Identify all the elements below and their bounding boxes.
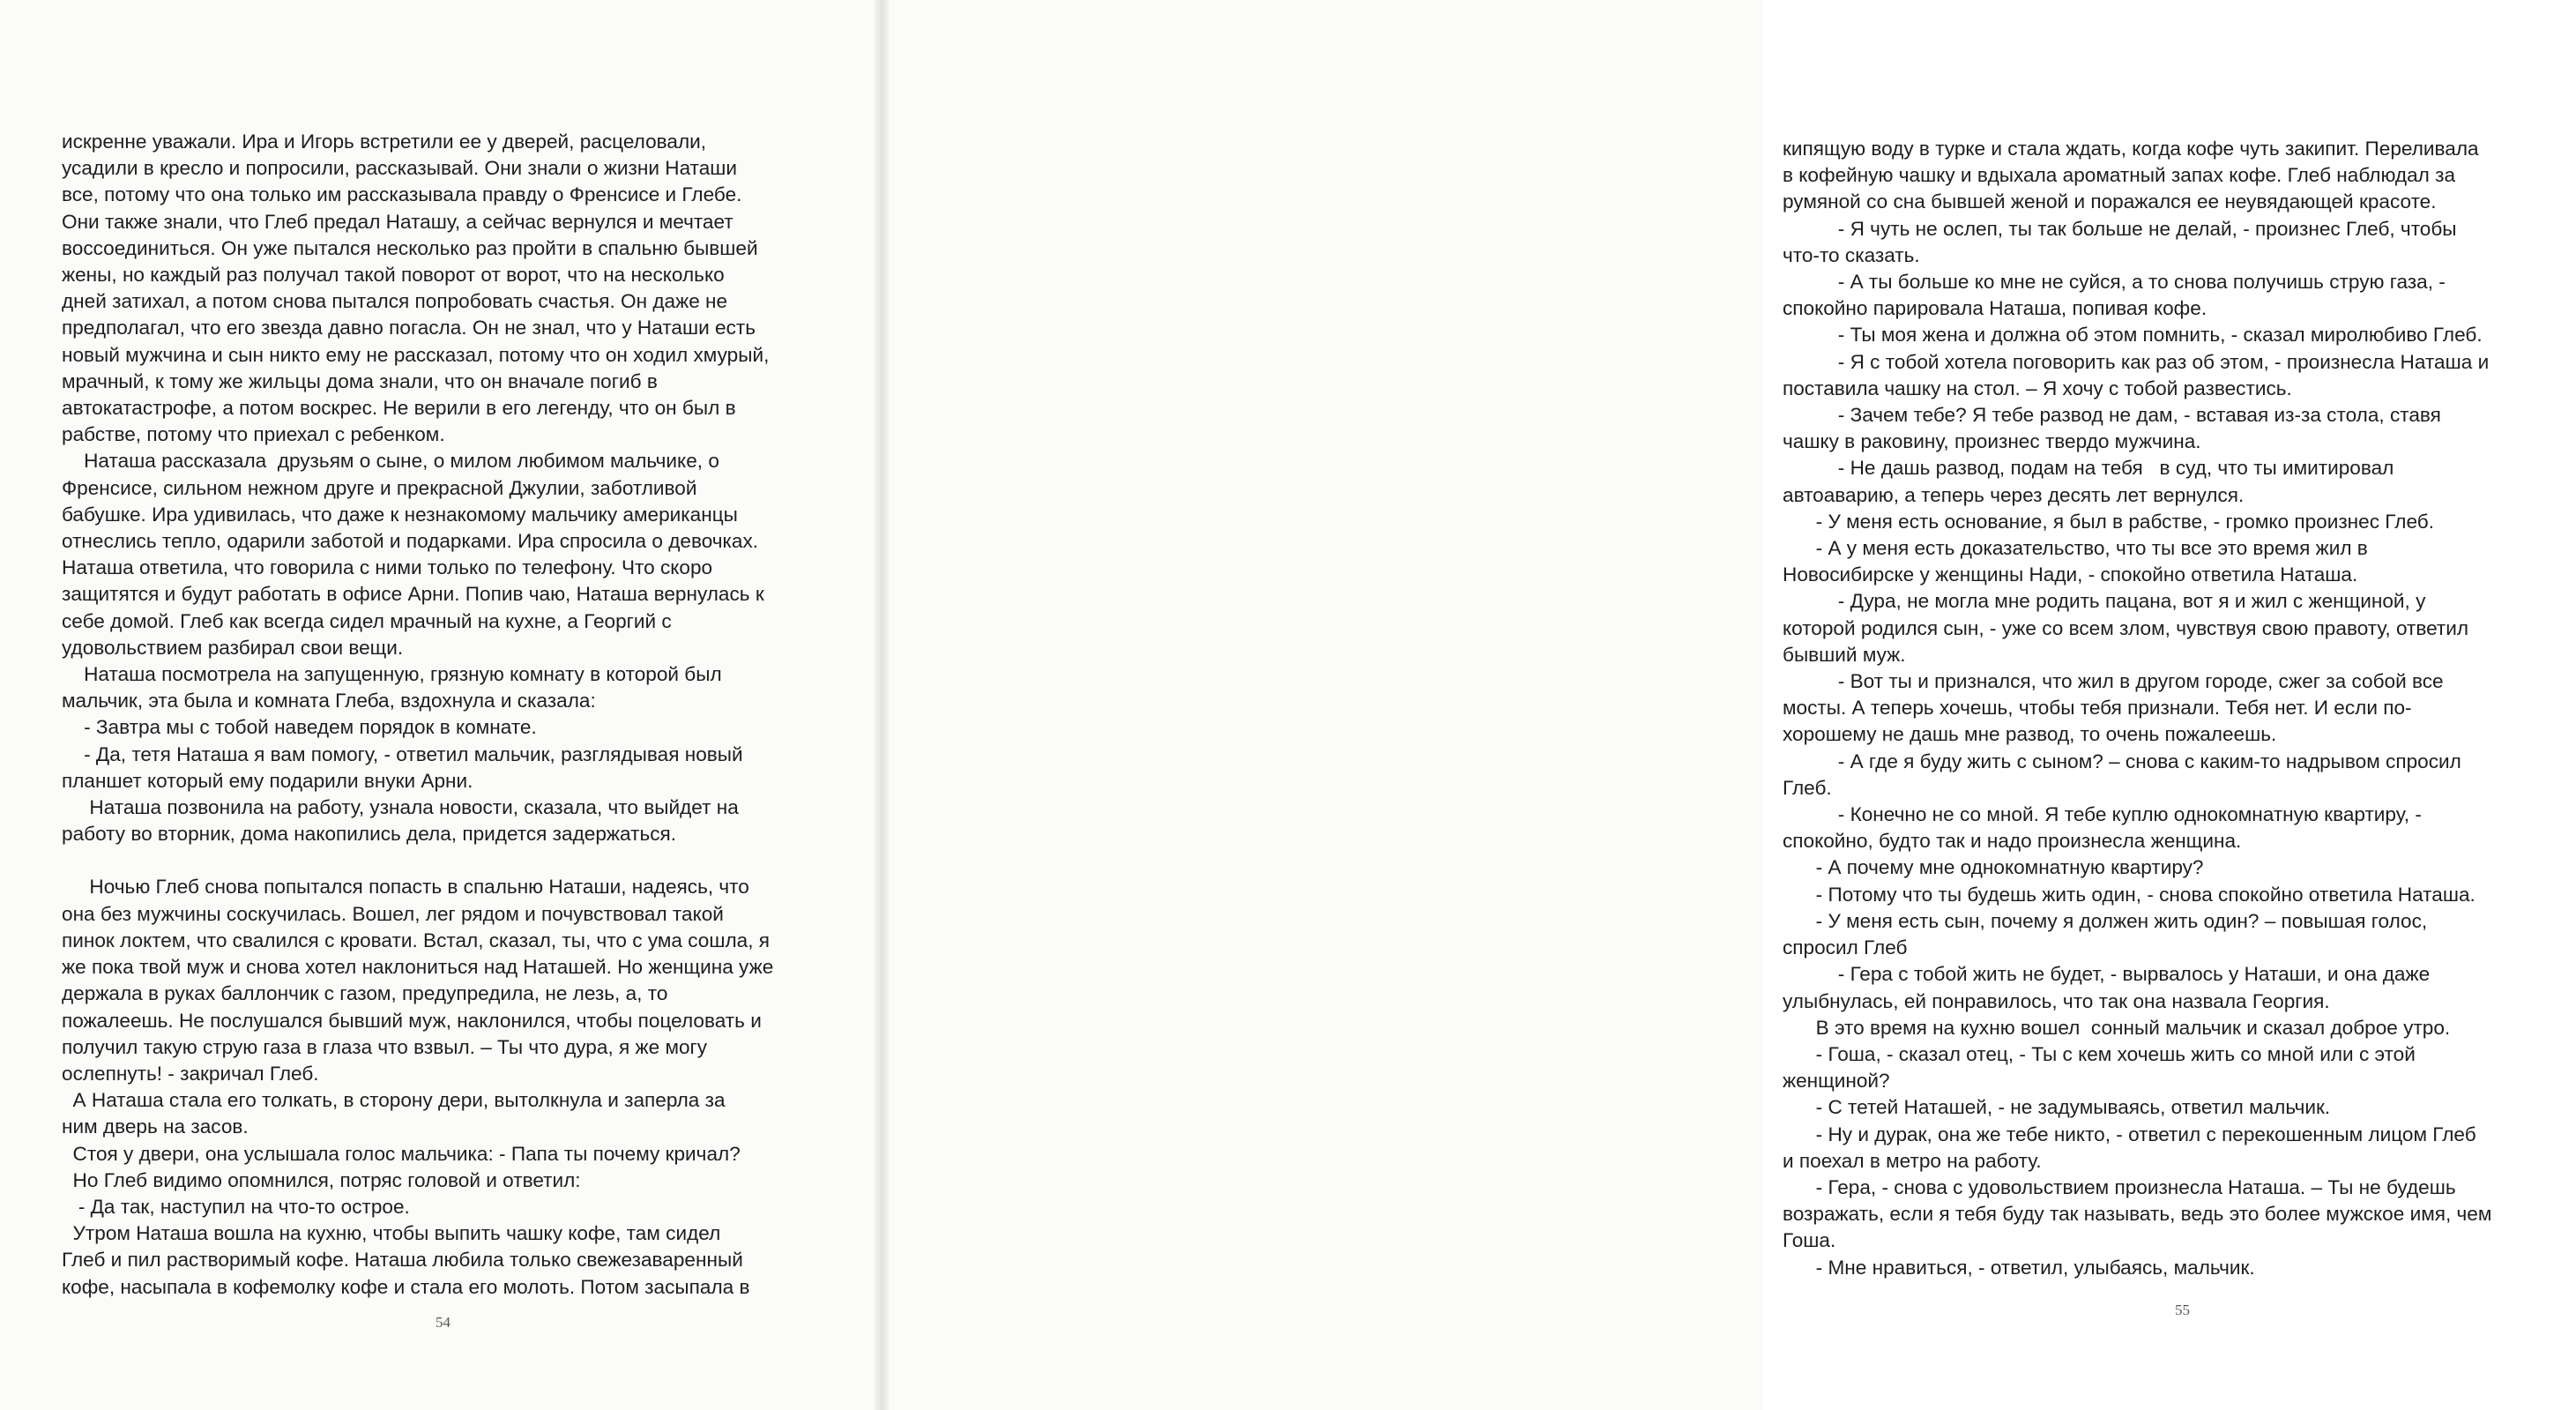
text-line: автокатастрофе, а потом воскрес. Не верили в его легенду, что он был в — [62, 397, 736, 420]
text-line: бывший муж. — [1783, 643, 1906, 666]
text-line: возражать, если я тебя буду так называть, ведь это более мужское имя, чем — [1783, 1203, 2492, 1226]
text-line: все, потому что она только им рассказывала правду о Френсисе и Глебе. — [62, 183, 742, 206]
text-line: же пока твой муж и снова хотел наклониться над Наташей. Но женщина уже — [62, 956, 774, 979]
text-line: автоаварию, а теперь через десять лет вернулся. — [1783, 483, 2245, 506]
right-page — [882, 0, 2492, 1410]
left-page-number: 54 — [436, 1314, 450, 1331]
text-line: дней затихал, а потом снова пытался попробовать счастья. Он даже не — [62, 290, 728, 313]
text-line: улыбнулась, ей понравилось, что так она назвала Георгия. — [1783, 989, 2330, 1012]
text-line: новый мужчина и сын никто ему не рассказал, потому что он ходил хмурый, — [62, 343, 770, 366]
text-line: она без мужчины соскучилась. Вошел, лег рядом и почувствовал такой — [62, 902, 724, 925]
text-line: в кофейную чашку и вдыхала ароматный запах кофе. Глеб наблюдал за — [1783, 164, 2456, 187]
text-line: работу во вторник, дома накопились дела, придется задержаться. — [62, 823, 677, 846]
text-line: - У меня есть основание, я был в рабстве, - громко произнес Глеб. — [1783, 510, 2434, 533]
text-line: мрачный, к тому же жильцы дома знали, что он вначале погиб в — [62, 369, 658, 392]
text-line: женщиной? — [1783, 1070, 1890, 1093]
text-line: - Я с тобой хотела поговорить как раз об этом, - произнесла Наташа и — [1783, 350, 2490, 373]
text-line: пинок локтем, что свалился с кровати. Встал, сказал, ты, что с ума сошла, я — [62, 929, 771, 951]
text-line: мальчик, эта была и комната Глеба, вздохнула и сказала: — [62, 690, 596, 712]
text-line: поставила чашку на стол. – Я хочу с тобой развестись. — [1783, 377, 2292, 399]
text-line: удовольствием разбирал свои вещи. — [62, 636, 404, 659]
right-page-text — [1783, 136, 2576, 1281]
text-line: - А ты больше ко мне не суйся, а то снова получишь струю газа, - — [1783, 271, 2446, 294]
text-line: чашку в раковину, произнес твердо мужчина. — [1783, 430, 2201, 453]
text-line: мосты. А теперь хочешь, чтобы тебя признали. Тебя нет. И если по- — [1783, 697, 2412, 720]
text-line: защитятся и будут работать в офисе Арни. Попив чаю, Наташа вернулась к — [62, 583, 764, 606]
left-page — [0, 0, 882, 1410]
text-line: искренне уважали. Ира и Игорь встретили ее у дверей, расцеловали, — [62, 131, 707, 153]
text-line: - Вот ты и признался, что жил в другом городе, сжег за собой все — [1783, 670, 2444, 693]
text-line: Но Глеб видимо опомнился, потряс головой и ответил: — [62, 1168, 581, 1191]
text-line: - Мне нравиться, - ответил, улыбаясь, мальчик. — [1783, 1256, 2255, 1279]
text-line: Наташа посмотрела на запущенную, грязную комнату в которой был — [62, 663, 722, 686]
text-line: получил такую струю газа в глаза что взвыл. – Ты что дура, я же могу — [62, 1035, 708, 1058]
text-line: кофе, насыпала в кофемолку кофе и стала его молоть. Потом засыпала в — [62, 1275, 750, 1298]
text-line: спросил Глеб — [1783, 936, 1908, 959]
text-line: - А где я буду жить с сыном? – снова с каким-то надрывом спросил — [1783, 750, 2461, 772]
text-line: - Конечно не со мной. Я тебе куплю однокомнатную квартиру, - — [1783, 803, 2422, 826]
text-line: Гоша. — [1783, 1229, 1836, 1252]
text-line: - А у меня есть доказательство, что ты все это время жил в — [1783, 537, 2368, 560]
text-line: - Дура, не могла мне родить пацана, вот я и жил с женщиной, у — [1783, 590, 2426, 613]
text-line: Они также знали, что Глеб предал Наташу, а сейчас вернулся и мечтает — [62, 210, 733, 233]
text-line: себе домой. Глеб как всегда сидел мрачный на кухне, а Георгий с — [62, 609, 672, 632]
text-line: - Гера, - снова с удовольствием произнесла Наташа. – Ты не будешь — [1783, 1175, 2456, 1198]
text-line: румяной со сна бывшей женой и поражался ее неувядающей красоте. — [1783, 190, 2437, 213]
text-line: держала в руках баллончик с газом, предупредила, не лезь, а, то — [62, 982, 668, 1005]
text-line: воссоединиться. Он уже пытался несколько раз пройти в спальню бывшей — [62, 236, 758, 259]
text-line: Утром Наташа вошла на кухню, чтобы выпить чашку кофе, там сидел — [62, 1222, 721, 1245]
right-page-number: 55 — [2175, 1302, 2190, 1318]
text-line: планшет который ему подарили внуки Арни. — [62, 769, 473, 792]
text-line: отнеслись тепло, одарили заботой и подарками. Ира спросила о девочках. — [62, 530, 759, 553]
text-line: хорошему не дашь мне развод, то очень пожалеешь. — [1783, 723, 2277, 746]
text-line: А Наташа стала его толкать, в сторону дери, вытолкнула и заперла за — [62, 1089, 726, 1112]
text-line: Глеб. — [1783, 776, 1832, 799]
text-line: Новосибирске у женщины Нади, - спокойно ответила Наташа. — [1783, 563, 2358, 586]
text-line: которой родился сын, - уже со всем злом, чувствуя свою правоту, ответил — [1783, 616, 2469, 639]
text-line: - Не дашь развод, подам на тебя в суд, что ты имитировал — [1783, 457, 2394, 480]
text-line: рабстве, потому что приехал с ребенком. — [62, 423, 445, 446]
text-line: Стоя у двери, она услышала голос мальчика: - Папа ты почему кричал? — [62, 1142, 741, 1165]
text-line: бабушке. Ира удивилась, что даже к незнакомому мальчику американцы — [62, 503, 738, 526]
text-line: спокойно, будто так и надо произнесла женщина. — [1783, 830, 2242, 853]
text-line: что-то сказать. — [1783, 243, 1920, 266]
text-line: ним дверь на засов. — [62, 1115, 249, 1138]
text-line: - Ты моя жена и должна об этом помнить, - сказал миролюбиво Глеб. — [1783, 324, 2483, 347]
text-line: Френсисе, сильном нежном друге и прекрасной Джулии, заботливой — [62, 476, 697, 499]
text-line: Ночью Глеб снова попытался попасть в спальню Наташи, надеясь, что — [62, 876, 749, 899]
text-line: - Я чуть не ослеп, ты так больше не делай, - произнес Глеб, чтобы — [1783, 217, 2457, 240]
text-line: усадили в кресло и попросили, рассказывай. Они знали о жизни Наташи — [62, 157, 738, 180]
text-line: спокойно парировала Наташа, попивая кофе. — [1783, 297, 2207, 320]
text-line: - Гоша, - сказал отец, - Ты с кем хочешь жить со мной или с этой — [1783, 1042, 2416, 1065]
text-line: Наташа рассказала друзьям о сыне, о милом любимом мальчике, о — [62, 450, 719, 473]
text-line: - У меня есть сын, почему я должен жить один? – повышая голос, — [1783, 909, 2428, 932]
left-page-text — [62, 129, 843, 1301]
text-line: В это время на кухню вошел сонный мальчик и сказал доброе утро. — [1783, 1016, 2451, 1039]
text-line: пожалеешь. Не послушался бывший муж, наклонился, чтобы поцеловать и — [62, 1009, 762, 1032]
text-line: - Потому что ты будешь жить один, - снова спокойно ответила Наташа. — [1783, 883, 2475, 906]
text-line: ослепнуть! - закричал Глеб. — [62, 1062, 319, 1085]
text-line: - Ну и дурак, она же тебе никто, - ответил с перекошенным лицом Глеб — [1783, 1123, 2476, 1145]
text-line: - Да, тетя Наташа я вам помогу, - ответил мальчик, разглядывая новый — [62, 742, 743, 765]
text-line: - Гера с тобой жить не будет, - вырвалось у Наташи, и она даже — [1783, 963, 2431, 986]
text-line: кипящую воду в турке и стала ждать, когда кофе чуть закипит. Переливала — [1783, 138, 2479, 160]
text-line: жены, но каждый раз получал такой поворот от ворот, что на несколько — [62, 264, 725, 287]
text-line: Наташа ответила, что говорила с ними только по телефону. Что скоро — [62, 556, 713, 579]
text-line: Наташа позвонила на работу, узнала новости, сказала, что выйдет на — [62, 796, 739, 819]
book-spine-gutter — [875, 0, 889, 1410]
text-line: - Да так, наступил на что-то острое. — [62, 1195, 410, 1218]
paragraph-gap — [62, 847, 843, 874]
text-line: - С тетей Наташей, - не задумываясь, ответил мальчик. — [1783, 1096, 2331, 1119]
text-line: и поехал в метро на работу. — [1783, 1149, 2042, 1172]
text-line: - Завтра мы с тобой наведем порядок в комнате. — [62, 716, 537, 739]
text-line: Глеб и пил растворимый кофе. Наташа любила только свежезаваренный — [62, 1249, 743, 1272]
text-line: - А почему мне однокомнатную квартиру? — [1783, 856, 2204, 879]
text-line: предполагал, что его звезда давно погасла. Он не знал, что у Наташи есть — [62, 317, 756, 339]
text-line: - Зачем тебе? Я тебе развод не дам, - вставая из-за стола, ставя — [1783, 404, 2441, 427]
